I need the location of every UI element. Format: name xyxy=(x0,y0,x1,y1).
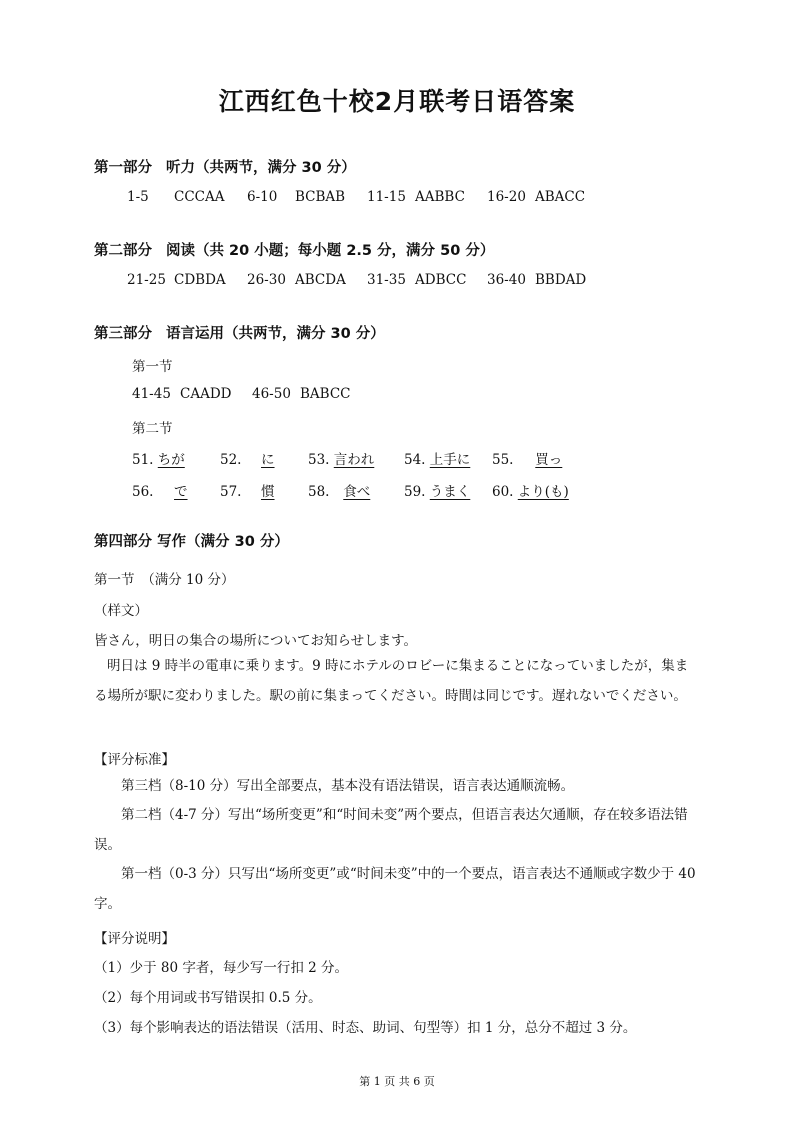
fill-row-1 xyxy=(132,448,580,468)
part4-heading xyxy=(94,530,289,551)
part3-section1-answers xyxy=(132,386,351,402)
notes-label: 【评分说明】 xyxy=(94,931,175,947)
part2-heading-label: 第二部分 xyxy=(94,243,152,259)
sample-line-1: 皆さん，明日の集合の場所についてお知らせします。 xyxy=(94,633,418,649)
note-item: （1）少于 80 字者，每少写一行扣 2 分。 xyxy=(94,960,349,976)
part3-heading-label: 第三部分 xyxy=(94,326,152,342)
fill-item: 59. うまく xyxy=(404,484,471,500)
part3-heading xyxy=(94,322,385,343)
sample-label: （样文） xyxy=(94,603,148,619)
part4-heading-sub: 写作（满分 30 分） xyxy=(157,534,289,550)
fill-item: 60. より(も) xyxy=(492,484,569,500)
part3-section1-label: 第一节 xyxy=(132,359,173,375)
part2-heading xyxy=(94,239,494,260)
part1-heading-sub: 听力（共两节，满分 30 分） xyxy=(166,160,356,176)
sample-paragraph: 明日は 9 時半の電車に乗ります。9 時にホテルのロビーに集まることになっていましたが，集まる場所が駅に変わりました。駅の前に集まってください。時間は同じです。遅れないでください。 xyxy=(94,658,689,704)
criteria-item: 第三档（8-10 分）写出全部要点，基本没有语法错误，语言表达通顺流畅。 xyxy=(121,778,575,794)
fill-item: 56. で xyxy=(132,484,188,500)
fill-item: 58. 食べ xyxy=(308,484,371,500)
answer-group: 26-30 ABCDA xyxy=(247,272,346,288)
answer-group: 41-45 CAADD xyxy=(132,386,232,402)
answer-group: 11-15 AABBC xyxy=(367,189,465,205)
criteria-item: 第二档（4-7 分）写出“场所变更”和“时间未变”两个要点，但语言表达欠通顺，存在较多语法错误。 xyxy=(94,807,688,853)
answer-group: 46-50 BABCC xyxy=(252,386,351,402)
page-footer: 第 1 页 共 6 页 xyxy=(359,1075,435,1088)
fill-item: 51. ちが xyxy=(132,452,185,468)
fill-item: 54. 上手に xyxy=(404,452,471,468)
criteria-item: 第一档（0-3 分）只写出“场所变更”或“时间未变”中的一个要点，语言表达不通顺或字数少于 40 字。 xyxy=(94,866,696,912)
part3-heading-sub: 语言运用（共两节，满分 30 分） xyxy=(166,326,385,342)
part2-answers xyxy=(127,272,586,288)
part4-heading-label: 第四部分 xyxy=(94,534,152,550)
note-item: （2）每个用词或书写错误扣 0.5 分。 xyxy=(94,990,322,1006)
part1-heading xyxy=(94,156,356,177)
answer-group: 36-40 BBDAD xyxy=(487,272,587,288)
fill-item: 52. に xyxy=(220,452,275,468)
part1-answers xyxy=(127,189,585,205)
note-item: （3）每个影响表达的语法错误（活用、时态、助词、句型等）扣 1 分，总分不超过 3 分。 xyxy=(94,1020,637,1036)
fill-row-2 xyxy=(132,480,580,500)
answer-group: 1-5 CCCAA xyxy=(127,189,225,205)
fill-item: 57. 慣 xyxy=(220,484,275,500)
part4-section1: 第一节 （满分 10 分） xyxy=(94,572,235,588)
part1-heading-label: 第一部分 xyxy=(94,160,152,176)
answer-group: 31-35 ADBCC xyxy=(367,272,467,288)
part3-section2-label: 第二节 xyxy=(132,421,173,437)
answer-group: 6-10 BCBAB xyxy=(247,189,346,205)
page-title: 江西红色十校2月联考日语答案 xyxy=(218,87,576,116)
part2-heading-sub: 阅读（共 20 小题；每小题 2.5 分，满分 50 分） xyxy=(166,243,495,259)
criteria-label: 【评分标准】 xyxy=(94,752,175,768)
answer-group: 21-25 CDBDA xyxy=(127,272,226,288)
fill-item: 55. 買っ xyxy=(492,452,563,468)
answer-group: 16-20 ABACC xyxy=(487,189,586,205)
fill-item: 53. 言われ xyxy=(308,452,375,468)
